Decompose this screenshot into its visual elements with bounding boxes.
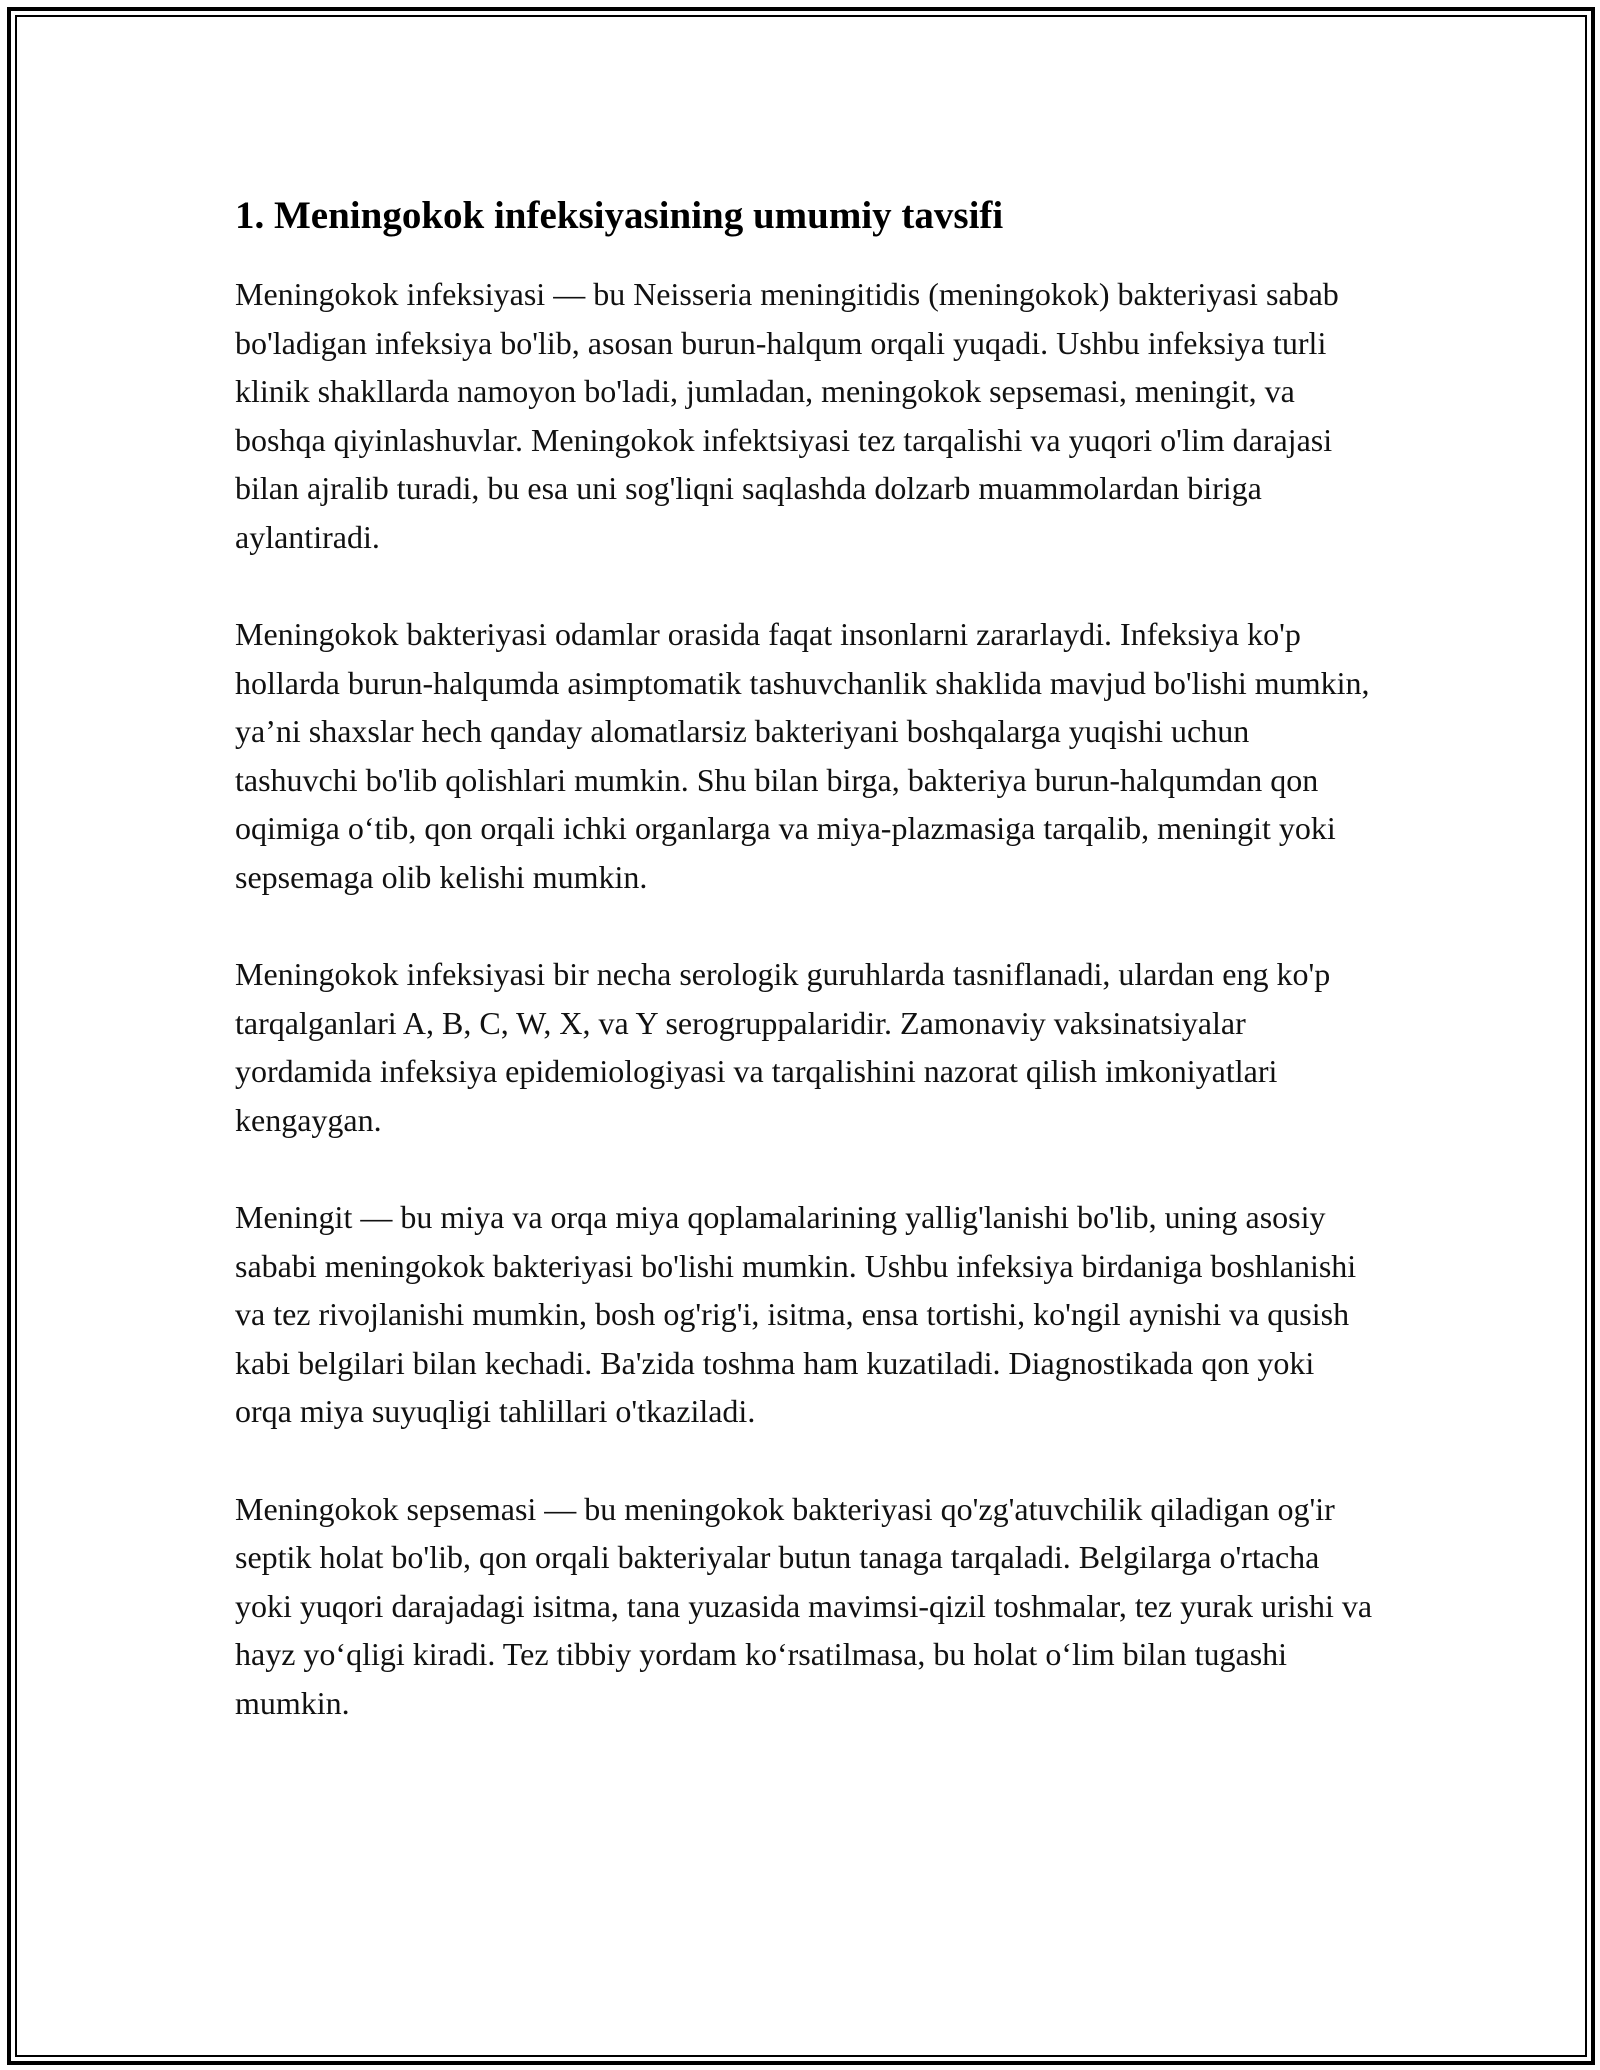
paragraph-sepsis: Meningokok sepsemasi — bu meningokok bakteriyasi qo'zg'atuvchilik qiladigan og'ir septik holat bo'lib, qon orqali bakteriyalar butun tanaga tarqaladi. Belgilarga o'rtacha yoki yuqori darajadagi isitma, tana yuzasida mavimsi-qizil toshmalar, tez yurak urishi va hayz yo‘qligi kiradi. Tez tibbiy yordam ko‘rsatilmasa, bu holat o‘lim bilan tugashi mumkin. <box>235 1490 1373 1721</box>
paragraph-meningitis: Meningit — bu miya va orqa miya qoplamalarining yallig'lanishi bo'lib, uning asosiy sababi meningokok bakteriyasi bo'lishi mumkin. Ushbu infeksiya birdaniga boshlanishi va tez rivojlanishi mumkin, bosh og'rig'i, isitma, ensa tortishi, ko'ngil aynishi va qusish kabi belgilari bilan kechadi. Ba'zida toshma ham kuzatiladi. Diagnostikada qon yoki orqa miya suyuqligi tahlillari o'tkaziladi. <box>235 1199 1357 1429</box>
section-title: 1. Meningokok infeksiyasining umumiy tavsifi <box>235 194 1004 237</box>
paragraph-serogroups: Meningokok infeksiyasi bir necha serologik guruhlarda tasniflanadi, ulardan eng ko'p tarqalganlari A, B, C, W, X, va Y serogruppalaridir. Zamonaviy vaksinatsiyalar yordamida infeksiya epidemiologiyasi va tarqalishini nazorat qilish imkoniyatlari kengaygan. <box>235 956 1331 1138</box>
document-body <box>235 190 1375 1776</box>
paragraph-intro: Meningokok infeksiyasi — bu Neisseria meningitidis (meningokok) bakteriyasi sabab bo'ladigan infeksiya bo'lib, asosan burun-halqum orqali yuqadi. Ushbu infeksiya turli klinik shakllarda namoyon bo'ladi, jumladan, meningokok sepsemasi, meningit, va boshqa qiyinlashuvlar. Meningokok infektsiyasi tez tarqalishi va yuqori o'lim darajasi bilan ajralib turadi, bu esa uni sog'liqni saqlashda dolzarb muammolardan biriga aylantiradi. <box>235 276 1339 555</box>
paragraph-carriage: Meningokok bakteriyasi odamlar orasida faqat insonlarni zararlaydi. Infeksiya ko'p hollarda burun-halqumda asimptomatik tashuvchanlik shaklida mavjud bo'lishi mumkin, ya’ni shaxslar hech qanday alomatlarsiz bakteriyani boshqalarga yuqishi uchun tashuvchi bo'lib qolishlari mumkin. Shu bilan birga, bakteriya burun-halqumdan qon oqimiga o‘tib, qon orqali ichki organlarga va miya-plazmasiga tarqalib, meningit yoki sepsemaga olib kelishi mumkin. <box>235 616 1370 895</box>
